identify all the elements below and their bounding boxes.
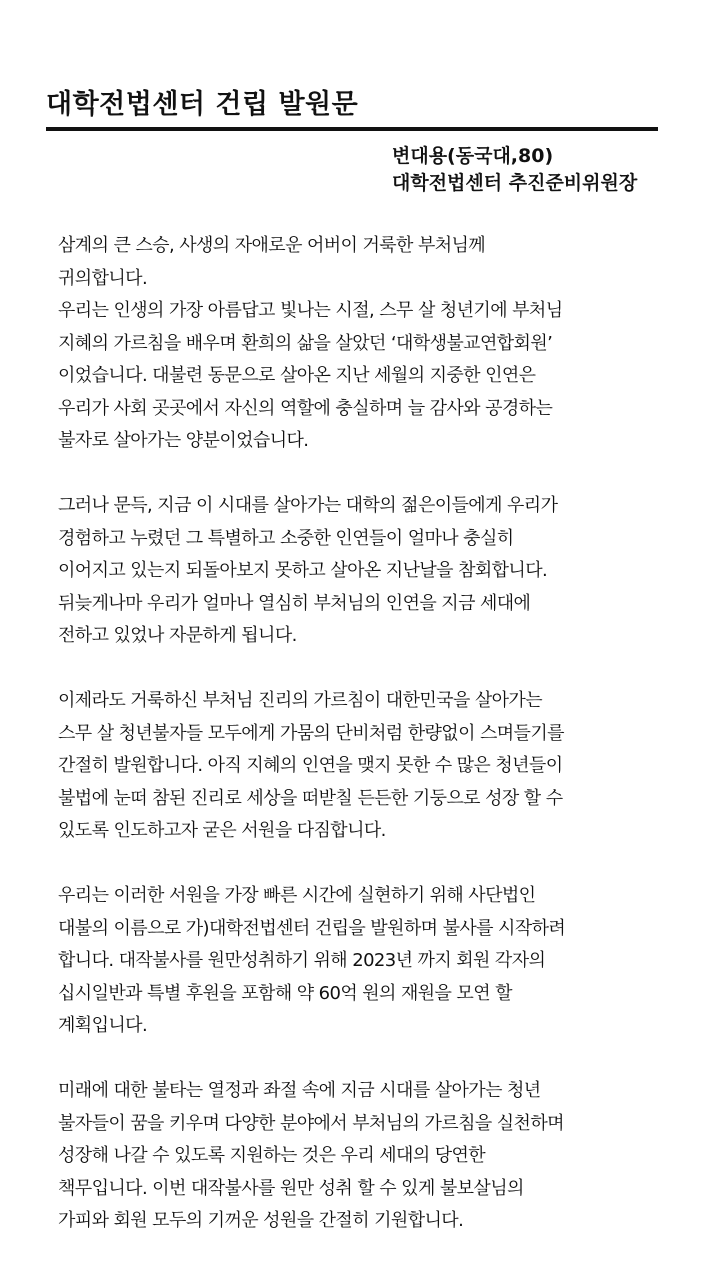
paragraph-line: 우리는 이러한 서원을 가장 빠른 시간에 실현하기 위해 사단법인 (58, 885, 536, 906)
paragraph-line: 불법에 눈떠 참된 진리로 세상을 떠받칠 든든한 기둥으로 성장 할 수 (58, 787, 563, 809)
paragraph-line: 전하고 있었나 자문하게 됩니다. (58, 625, 297, 646)
paragraph-line: 이었습니다. 대불련 동문으로 살아온 지난 세월의 지중한 인연은 (58, 365, 536, 386)
paragraph-3 (58, 685, 668, 848)
paragraph-line: 불자로 살아가는 양분이었습니다. (58, 430, 309, 451)
paragraph-line: 경험하고 누렸던 그 특별하고 소중한 인연들이 얼마나 충실히 (58, 527, 514, 549)
author-name: 변대용(동국대,80) (392, 145, 554, 167)
title-divider (46, 127, 658, 131)
paragraph-line: 미래에 대한 불타는 열정과 좌절 속에 지금 시대를 살아가는 청년 (58, 1080, 541, 1101)
paragraph-line: 뒤늦게나마 우리가 얼마나 열심히 부처님의 인연을 지금 세대에 (58, 592, 531, 614)
paragraph-line: 불자들이 꿈을 키우며 다양한 분야에서 부처님의 가르침을 실천하며 (58, 1112, 564, 1134)
paragraph-line: 삼계의 큰 스승, 사생의 자애로운 어버이 거룩한 부처님께 (58, 235, 486, 256)
paragraph-5 (58, 1075, 668, 1238)
paragraph-line: 십시일반과 특별 후원을 포함해 약 60억 원의 재원을 모연 할 (58, 982, 512, 1004)
paragraph-4 (58, 880, 668, 1043)
paragraph-line: 이제라도 거룩하신 부처님 진리의 가르침이 대한민국을 살아가는 (58, 690, 543, 711)
document-title: 대학전법센터 건립 발원문 (46, 89, 359, 120)
paragraph-line: 책무입니다. 이번 대작불사를 원만 성취 할 수 있게 불보살님의 (58, 1177, 524, 1199)
paragraph-line: 귀의합니다. (58, 267, 148, 289)
paragraph-line: 우리는 인생의 가장 아름답고 빛나는 시절, 스무 살 청년기에 부처님 (58, 300, 563, 321)
paragraph-1 (58, 230, 668, 458)
paragraph-line: 스무 살 청년불자들 모두에게 가뭄의 단비처럼 한량없이 스며들기를 (58, 722, 564, 744)
paragraph-2 (58, 490, 668, 653)
document-body (58, 230, 668, 1270)
author-role: 대학전법센터 추진준비위원장 (392, 172, 638, 194)
paragraph-line: 합니다. 대작불사를 원만성취하기 위해 2023년 까지 회원 각자의 (58, 950, 546, 971)
paragraph-line: 있도록 인도하고자 굳은 서원을 다짐합니다. (58, 820, 386, 841)
paragraph-line: 지혜의 가르침을 배우며 환희의 삶을 살았던 ‘대학생불교연합회원’ (58, 332, 553, 354)
paragraph-line: 계획입니다. (58, 1015, 148, 1036)
paragraph-line: 우리가 사회 곳곳에서 자신의 역할에 충실하며 늘 감사와 공경하는 (58, 397, 553, 419)
paragraph-line: 간절히 발원합니다. 아직 지혜의 인연을 맺지 못한 수 많은 청년들이 (58, 755, 563, 776)
author-block (392, 143, 637, 197)
paragraph-line: 그러나 문득, 지금 이 시대를 살아가는 대학의 젊은이들에게 우리가 (58, 495, 558, 516)
paragraph-line: 가피와 회원 모두의 기꺼운 성원을 간절히 기원합니다. (58, 1210, 464, 1231)
paragraph-line: 이어지고 있는지 되돌아보지 못하고 살아온 지난날을 참회합니다. (58, 560, 548, 581)
paragraph-line: 성장해 나갈 수 있도록 지원하는 것은 우리 세대의 당연한 (58, 1145, 486, 1166)
paragraph-line: 대불의 이름으로 가)대학전법센터 건립을 발원하며 불사를 시작하려 (58, 917, 566, 939)
